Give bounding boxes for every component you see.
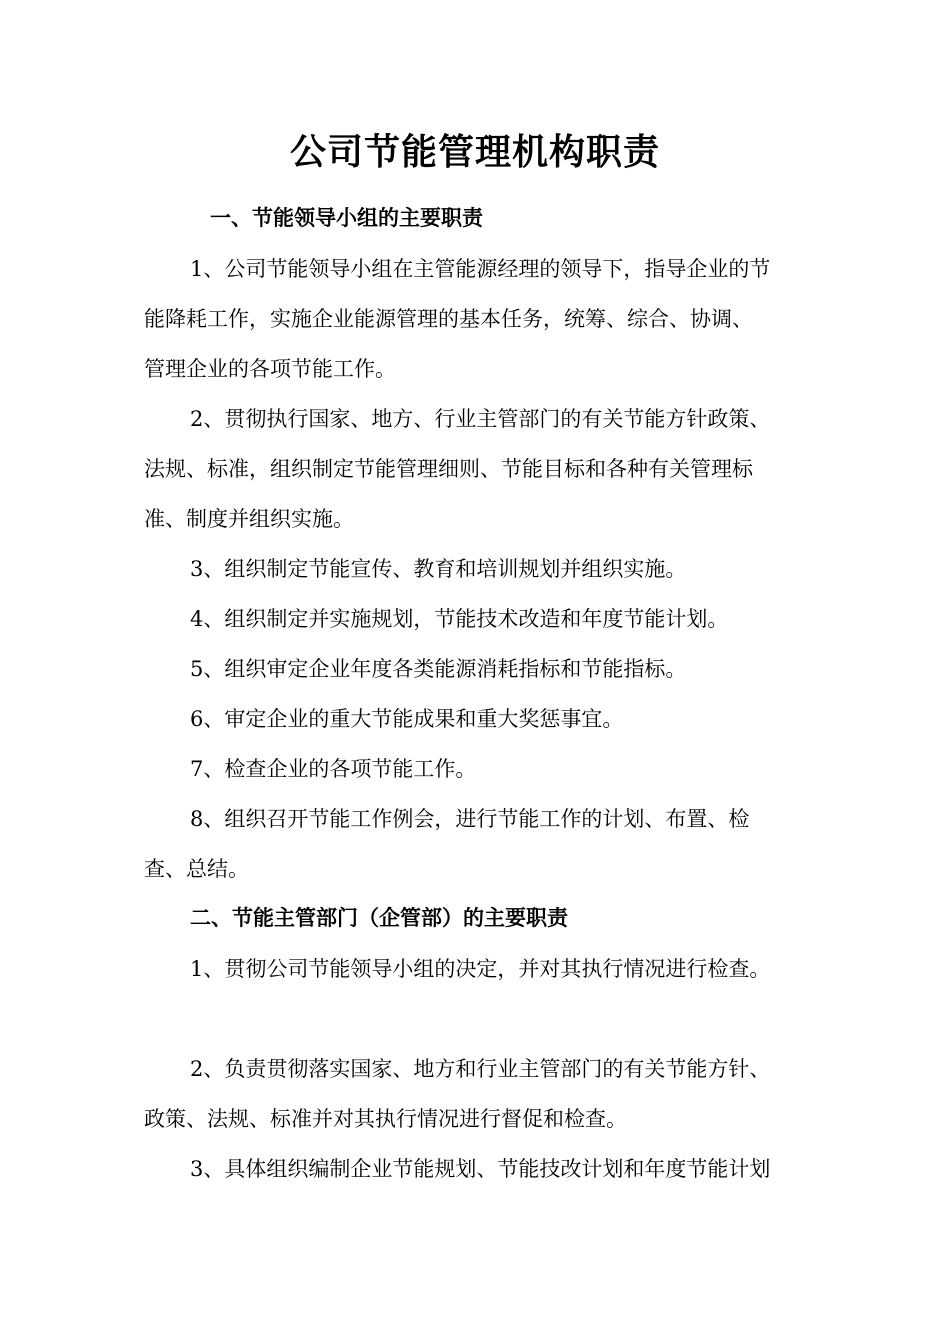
section-1-line: 7、检查企业的各项节能工作。 [190,757,477,781]
section-1-line: 2、贯彻执行国家、地方、行业主管部门的有关节能方针政策、 [190,407,771,431]
section-1-line: 法规、标准，组织制定节能管理细则、节能目标和各种有关管理标 [144,457,753,481]
section-1-line: 8、组织召开节能工作例会，进行节能工作的计划、布置、检 [190,807,750,831]
section-2-line: 2、负责贯彻落实国家、地方和行业主管部门的有关节能方针、 [190,1057,771,1081]
document-title: 公司节能管理机构职责 [289,132,660,173]
section-2-heading: 二、节能主管部门（企管部）的主要职责 [190,906,568,930]
section-1-line: 能降耗工作，实施企业能源管理的基本任务，统筹、综合、协调、 [144,307,753,331]
section-2-line: 3、具体组织编制企业节能规划、节能技改计划和年度节能计划 [190,1157,771,1181]
section-1-heading: 一、节能领导小组的主要职责 [210,206,483,230]
section-1-line: 管理企业的各项节能工作。 [144,357,396,381]
section-1-line: 1、公司节能领导小组在主管能源经理的领导下，指导企业的节 [190,257,771,281]
section-1-line: 5、组织审定企业年度各类能源消耗指标和节能指标。 [190,657,687,681]
section-2-line: 1、贯彻公司节能领导小组的决定，并对其执行情况进行检查。 [190,957,771,981]
section-1-line: 3、组织制定节能宣传、教育和培训规划并组织实施。 [190,557,687,581]
section-1-line: 准、制度并组织实施。 [144,507,354,531]
section-1-line: 4、组织制定并实施规划，节能技术改造和年度节能计划。 [190,607,729,631]
section-1-line: 查、总结。 [144,857,249,881]
section-1-line: 6、审定企业的重大节能成果和重大奖惩事宜。 [190,707,624,731]
section-2-line: 政策、法规、标准并对其执行情况进行督促和检查。 [144,1107,627,1131]
